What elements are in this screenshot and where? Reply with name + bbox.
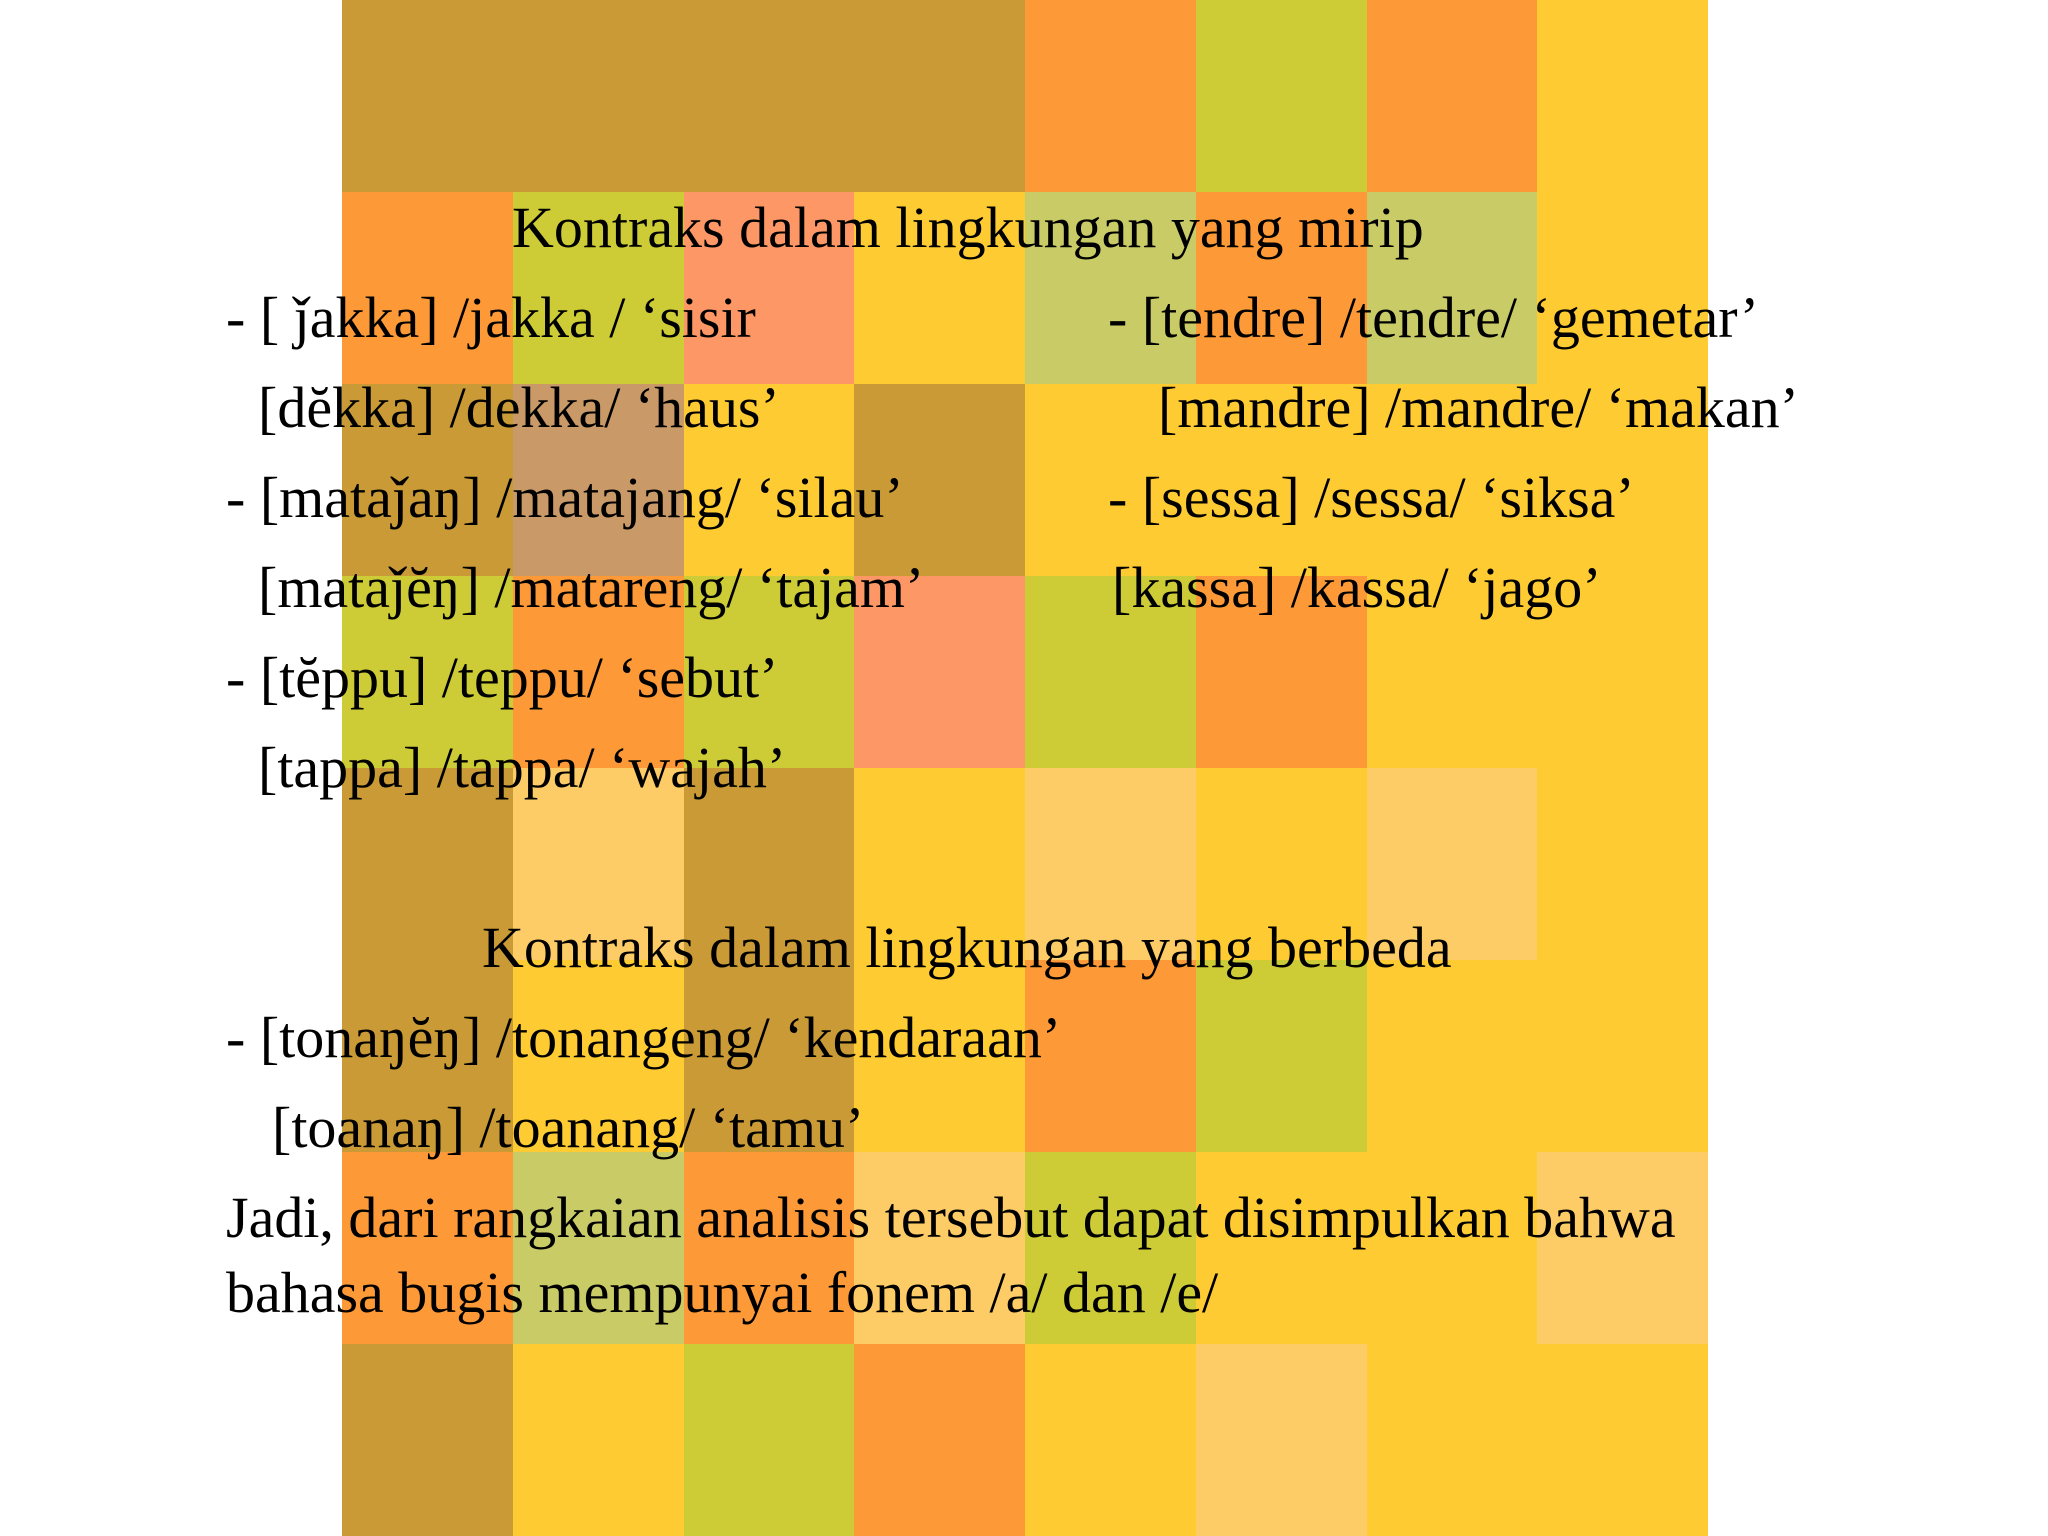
mosaic-tile [854, 0, 1025, 192]
mosaic-tile [1196, 1344, 1367, 1536]
mosaic-tile [684, 0, 855, 192]
mosaic-tile [1367, 960, 1538, 1152]
pair-right-2b: [kassa] /kassa/ ‘jago’ [1112, 555, 1602, 620]
pair-different-a: - [tonaŋĕŋ] /tonangeng/ ‘kendaraan’ [226, 1005, 1062, 1070]
conclusion-line-2: bahasa bugis mempunyai fonem /a/ dan /e/ [226, 1260, 1219, 1325]
pair-right-1b: [mandre] /mandre/ ‘makan’ [1158, 375, 1799, 440]
pair-different-b: [toanaŋ] /toanang/ ‘tamu’ [272, 1095, 865, 1160]
mosaic-tile [1537, 1344, 1708, 1536]
pair-left-2b: [mataǰĕŋ] /matareng/ ‘tajam’ [258, 555, 925, 620]
mosaic-tile [1537, 960, 1708, 1152]
conclusion-line-1: Jadi, dari rangkaian analisis tersebut dapat disimpulkan bahwa [226, 1185, 1676, 1250]
heading-different-environment: Kontraks dalam lingkungan yang berbeda [482, 915, 1452, 980]
mosaic-tile [1537, 0, 1708, 192]
mosaic-tile [342, 0, 513, 192]
mosaic-tile [1025, 1344, 1196, 1536]
pair-left-1a: - [ ǰakka] /jakka / ‘sisir [226, 285, 756, 350]
pair-left-1b: [dĕkka] /dekka/ ‘haus’ [258, 375, 780, 440]
mosaic-tile [1537, 768, 1708, 960]
pair-right-1a: - [tendre] /tendre/ ‘gemetar’ [1108, 285, 1760, 350]
pair-left-3a: - [tĕppu] /teppu/ ‘sebut’ [226, 645, 779, 710]
mosaic-tile [684, 1344, 855, 1536]
mosaic-tile [854, 1344, 1025, 1536]
mosaic-tile [1196, 0, 1367, 192]
mosaic-tile [513, 1344, 684, 1536]
mosaic-tile [513, 0, 684, 192]
mosaic-tile [342, 1344, 513, 1536]
mosaic-tile [1367, 1344, 1538, 1536]
pair-left-3b: [tappa] /tappa/ ‘wajah’ [258, 735, 787, 800]
heading-similar-environment: Kontraks dalam lingkungan yang mirip [512, 195, 1424, 260]
pair-left-2a: - [mataǰaŋ] /matajang/ ‘silau’ [226, 465, 904, 530]
mosaic-tile [1367, 0, 1538, 192]
mosaic-tile [1025, 0, 1196, 192]
pair-right-2a: - [sessa] /sessa/ ‘siksa’ [1108, 465, 1635, 530]
mosaic-tile [1196, 960, 1367, 1152]
